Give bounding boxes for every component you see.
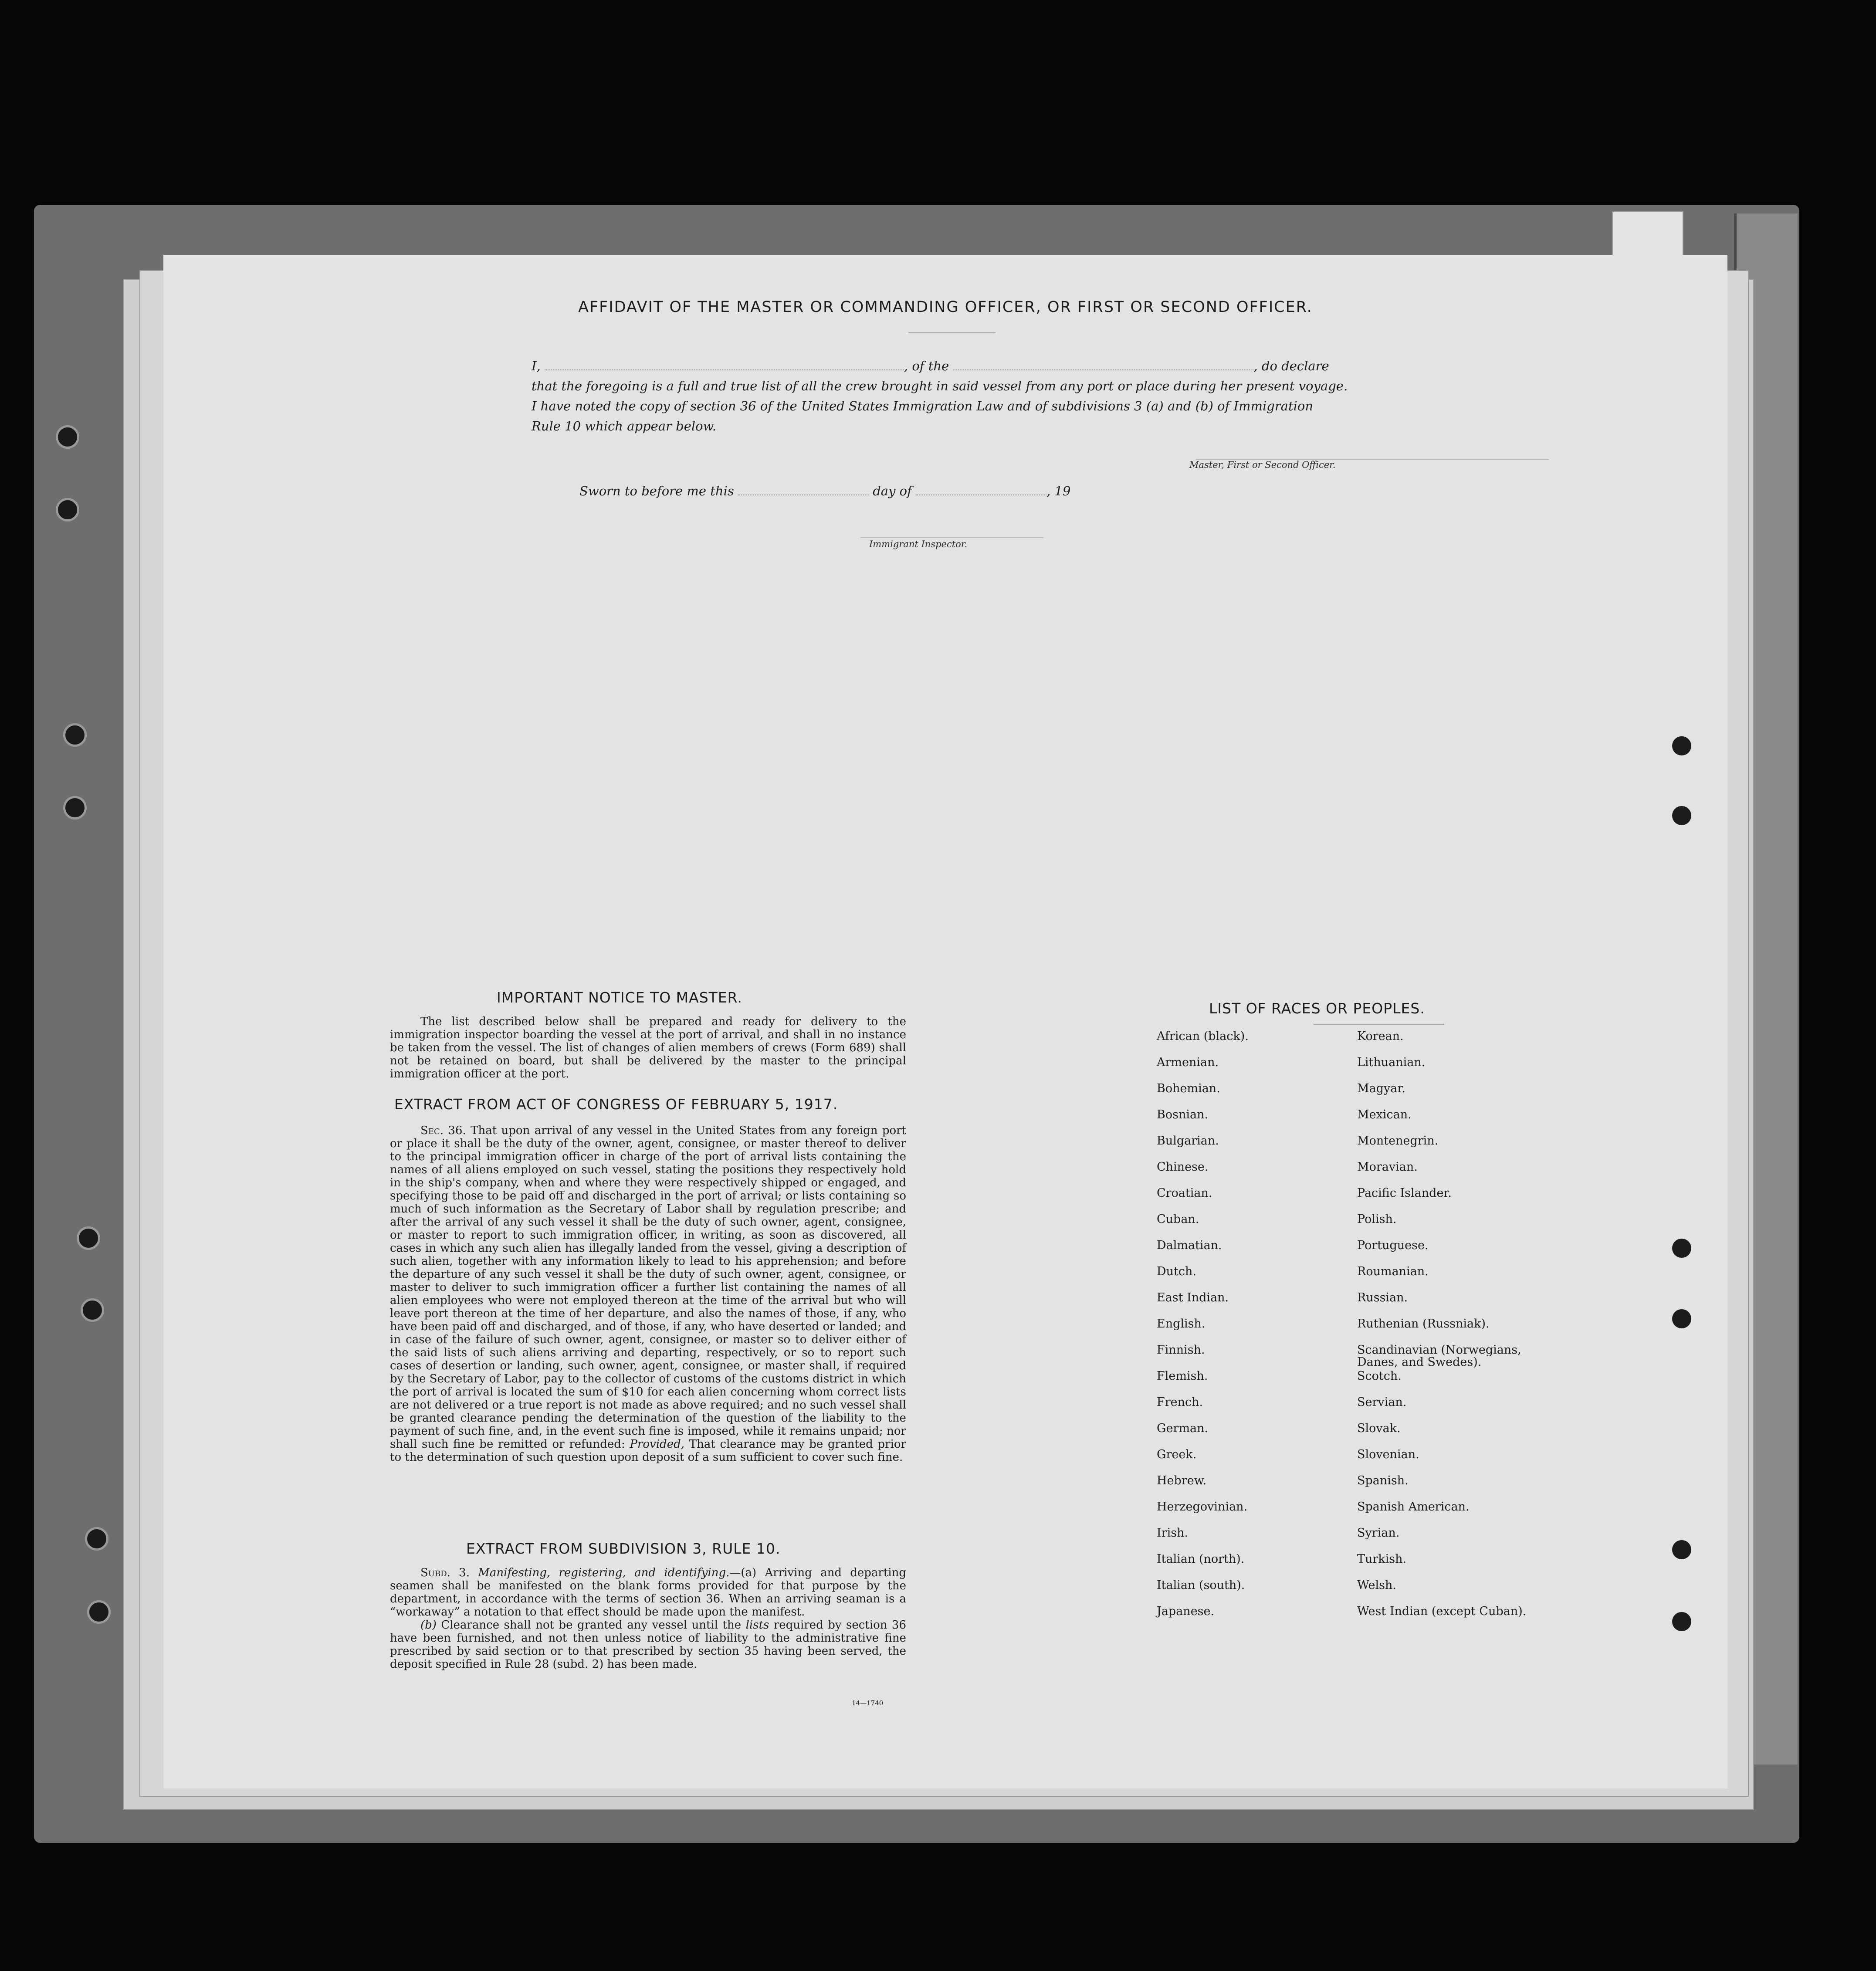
day-of-text: day of [873,484,912,498]
binder-hole [1672,806,1691,825]
race-item: Dalmatian. [1157,1239,1222,1252]
race-item: Scotch. [1357,1369,1402,1383]
races-title-underline [1314,1024,1444,1025]
race-item: Spanish American. [1357,1500,1470,1514]
race-item: Dutch. [1157,1265,1196,1278]
affidavit-declaration [532,356,1555,436]
race-item: Scandinavian (Norwegians, Danes, and Swedes). [1357,1343,1521,1369]
binder-hole [1672,1309,1691,1328]
race-item: Japanese. [1157,1605,1215,1618]
affidavit-title: AFFIDAVIT OF THE MASTER OR COMMANDING OFFICER, OR FIRST OR SECOND OFFICER. [578,298,1313,316]
race-item: Croatian. [1157,1186,1212,1200]
sec-36-text: That upon arrival of any vessel in the United States from any foreign port or place it shall be the duty of the owner, agent, consignee, or master thereof to deliver to the principal immigration officer in charge of the port of arrival lists containing the names of all aliens employed on such vessel, stating the positions they respectively hold in the ship's company, when and where they were respectively shipped or engaged, and specifying those to be paid off and discharged in the port of arrival; or lists containing so much of such information as the Secretary of Labor shall by regulation prescribe; and after the arrival of any such vessel it shall be the duty of such owner, agent, consignee, or master to report to such immigration officer, in writing, as soon as discovered, all cases in which any such alien has illegally landed from the vessel, giving a description of such alien, together with any information likely to lead to his apprehension; and before the departure of any such vessel it shall be the duty of such owner, agent, consignee, or master to deliver to such immigration officer a further list containing the names of all alien employees who were not employed thereon at the time of the arrival but who will leave port thereon at the time of her departure, and also the names of those, if any, who have been paid off and discharged, and of those, if any, who have deserted or landed; and in case of the failure of such owner, agent, consignee, or master so to deliver either of the said lists of such aliens arriving and departing, respectively, or so to report such cases of desertion or landing, such owner, agent, consignee, or master shall, if required by the Secretary of Labor, pay to the collector of customs of the customs district in which the port of arrival is located the sum of $10 for each alien concerning whom correct lists are not delivered or a true report is not made as above required; and no such vessel shall be granted clearance pending the determination of the question of the liability to the payment of such fine, and, in the event such fine is imposed, while it remains unpaid; nor shall such fine be remitted or refunded: [390,1124,906,1451]
race-item: Syrian. [1357,1526,1400,1540]
subd-b-start: Clearance shall not be granted any vessel until the [441,1619,742,1632]
declaration-line-4: Rule 10 which appear below. [532,419,717,433]
race-item: Flemish. [1157,1369,1208,1383]
race-item: Portuguese. [1357,1239,1429,1252]
race-item: Polish. [1357,1212,1397,1226]
race-item: African (black). [1157,1030,1249,1043]
vessel-name-blank[interactable] [953,356,1253,370]
race-item: Korean. [1357,1030,1404,1043]
sec-36-paragraph [390,1124,906,1464]
sworn-text: Sworn to before me this [579,484,734,498]
race-item: Welsh. [1357,1578,1396,1592]
provided-word: Provided, [630,1438,684,1451]
race-item: Cuban. [1157,1212,1199,1226]
race-item: Slovenian. [1357,1448,1419,1461]
subd-label: Subd. 3. [420,1566,470,1579]
binder-hole [85,1527,108,1551]
race-item: East Indian. [1157,1291,1229,1304]
race-item: West Indian (except Cuban). [1357,1605,1527,1618]
race-item: Slovak. [1357,1422,1401,1435]
subd-b-lists: lists [745,1619,769,1632]
binder-hole [1672,736,1691,755]
declaration-do-declare: , do declare [1253,359,1329,373]
sec-label: Sec. 36. [420,1124,466,1137]
race-item: German. [1157,1422,1209,1435]
race-item: Italian (north). [1157,1552,1245,1566]
binder-hole [87,1600,111,1624]
subd-3-paragraph-b [390,1619,906,1671]
race-item: Herzegovinian. [1157,1500,1248,1514]
subd-b-end: required by section 36 have been furnished, and not then unless notice of liability to the administrative fine prescribed by said section or to that prescribed by section 35 having been served, the deposit specified in Rule 28 (subd. 2) has been made. [390,1619,907,1671]
race-item: Bohemian. [1157,1082,1220,1095]
notice-body [390,1015,906,1080]
race-item: English. [1157,1317,1206,1331]
declaration-line-3: I have noted the copy of section 36 of the United States Immigration Law and of subdivisions 3 (a) and (b) of Immigration [532,399,1314,413]
binder-hole [81,1298,104,1322]
race-item: Spanish. [1357,1474,1409,1487]
declaration-i: I, [532,359,541,373]
race-item: Bulgarian. [1157,1134,1219,1148]
race-item: Turkish. [1357,1552,1407,1566]
binder-hole [77,1226,100,1250]
race-item: Pacific Islander. [1357,1186,1452,1200]
binder-hole [63,796,87,820]
race-item: Greek. [1157,1448,1197,1461]
sec-36-text-end: That clearance may be granted prior to the determination of such question upon deposit of a sum sufficient to cover such fine. [390,1438,907,1464]
sworn-day-blank[interactable] [738,481,869,495]
underlying-sheet-corner [1612,211,1683,257]
extract-rule-body [390,1566,906,1671]
binder-hole [1672,1540,1691,1559]
notice-title: IMPORTANT NOTICE TO MASTER. [497,989,742,1006]
race-item: French. [1157,1395,1203,1409]
notice-paragraph: The list described below shall be prepared and ready for delivery to the immigration inspector boarding the vessel at the port of arrival, and shall in no instance be taken from the vessel. The list of changes of alien members of crews (Form 689) shall not be retained on board, but shall be delivered by the master to the principal immigration officer at the port. [390,1015,906,1080]
signature-label: Master, First or Second Officer. [1189,460,1336,470]
race-item: Roumanian. [1357,1265,1429,1278]
race-item: Armenian. [1157,1056,1219,1069]
race-item: Ruthenian (Russniak). [1357,1317,1490,1331]
race-item: Italian (south). [1157,1578,1245,1592]
binder-hole [1672,1239,1691,1258]
extract-act-title: EXTRACT FROM ACT OF CONGRESS OF FEBRUARY 5, 1917. [394,1096,838,1113]
race-item: Lithuanian. [1357,1056,1426,1069]
binder-hole [56,498,79,522]
race-item: Irish. [1157,1526,1189,1540]
title-underline [908,332,996,333]
form-number: 14—1740 [852,1699,884,1707]
races-list [1157,1030,1592,1632]
extract-act-body [390,1124,906,1464]
race-item: Bosnian. [1157,1108,1209,1121]
sworn-month-blank[interactable] [916,481,1046,495]
subd-3-paragraph-a [390,1566,906,1619]
subd-a-text: —(a) Arriving and departing seamen shall be manifested on the blank forms provided for that purpose by the department, in accordance with the terms of section 36. When an arriving seaman is a “workaway” a notation to that effect should be made upon the manifest. [390,1566,906,1619]
binder-hole [1672,1612,1691,1631]
subd-b-label: (b) [420,1619,437,1632]
affidavit-form-page [163,255,1727,1788]
sworn-statement [579,481,1070,498]
race-item: Mexican. [1357,1108,1412,1121]
binder-hole [56,425,79,449]
binder-hole [63,723,87,747]
extract-rule-title: EXTRACT FROM SUBDIVISION 3, RULE 10. [466,1540,781,1557]
master-name-blank[interactable] [545,356,904,370]
declaration-of-the: , of the [904,359,949,373]
declaration-line-2: that the foregoing is a full and true list of all the crew brought in said vessel from any port or place during her present voyage. [532,379,1348,393]
race-item: Hebrew. [1157,1474,1207,1487]
subd-italic-heading: Manifesting, registering, and identifying. [478,1566,730,1579]
race-item: Russian. [1357,1291,1408,1304]
race-item: Finnish. [1157,1343,1205,1357]
race-item: Montenegrin. [1357,1134,1439,1148]
declaration-line-1 [532,356,1555,376]
race-item: Magyar. [1357,1082,1405,1095]
races-title: LIST OF RACES OR PEOPLES. [1209,1000,1425,1017]
race-item: Servian. [1357,1395,1407,1409]
year-prefix: , 19 [1046,484,1071,498]
inspector-signature-line[interactable] [860,537,1043,538]
race-item: Moravian. [1357,1160,1418,1174]
race-item: Chinese. [1157,1160,1209,1174]
inspector-label: Immigrant Inspector. [869,539,968,549]
